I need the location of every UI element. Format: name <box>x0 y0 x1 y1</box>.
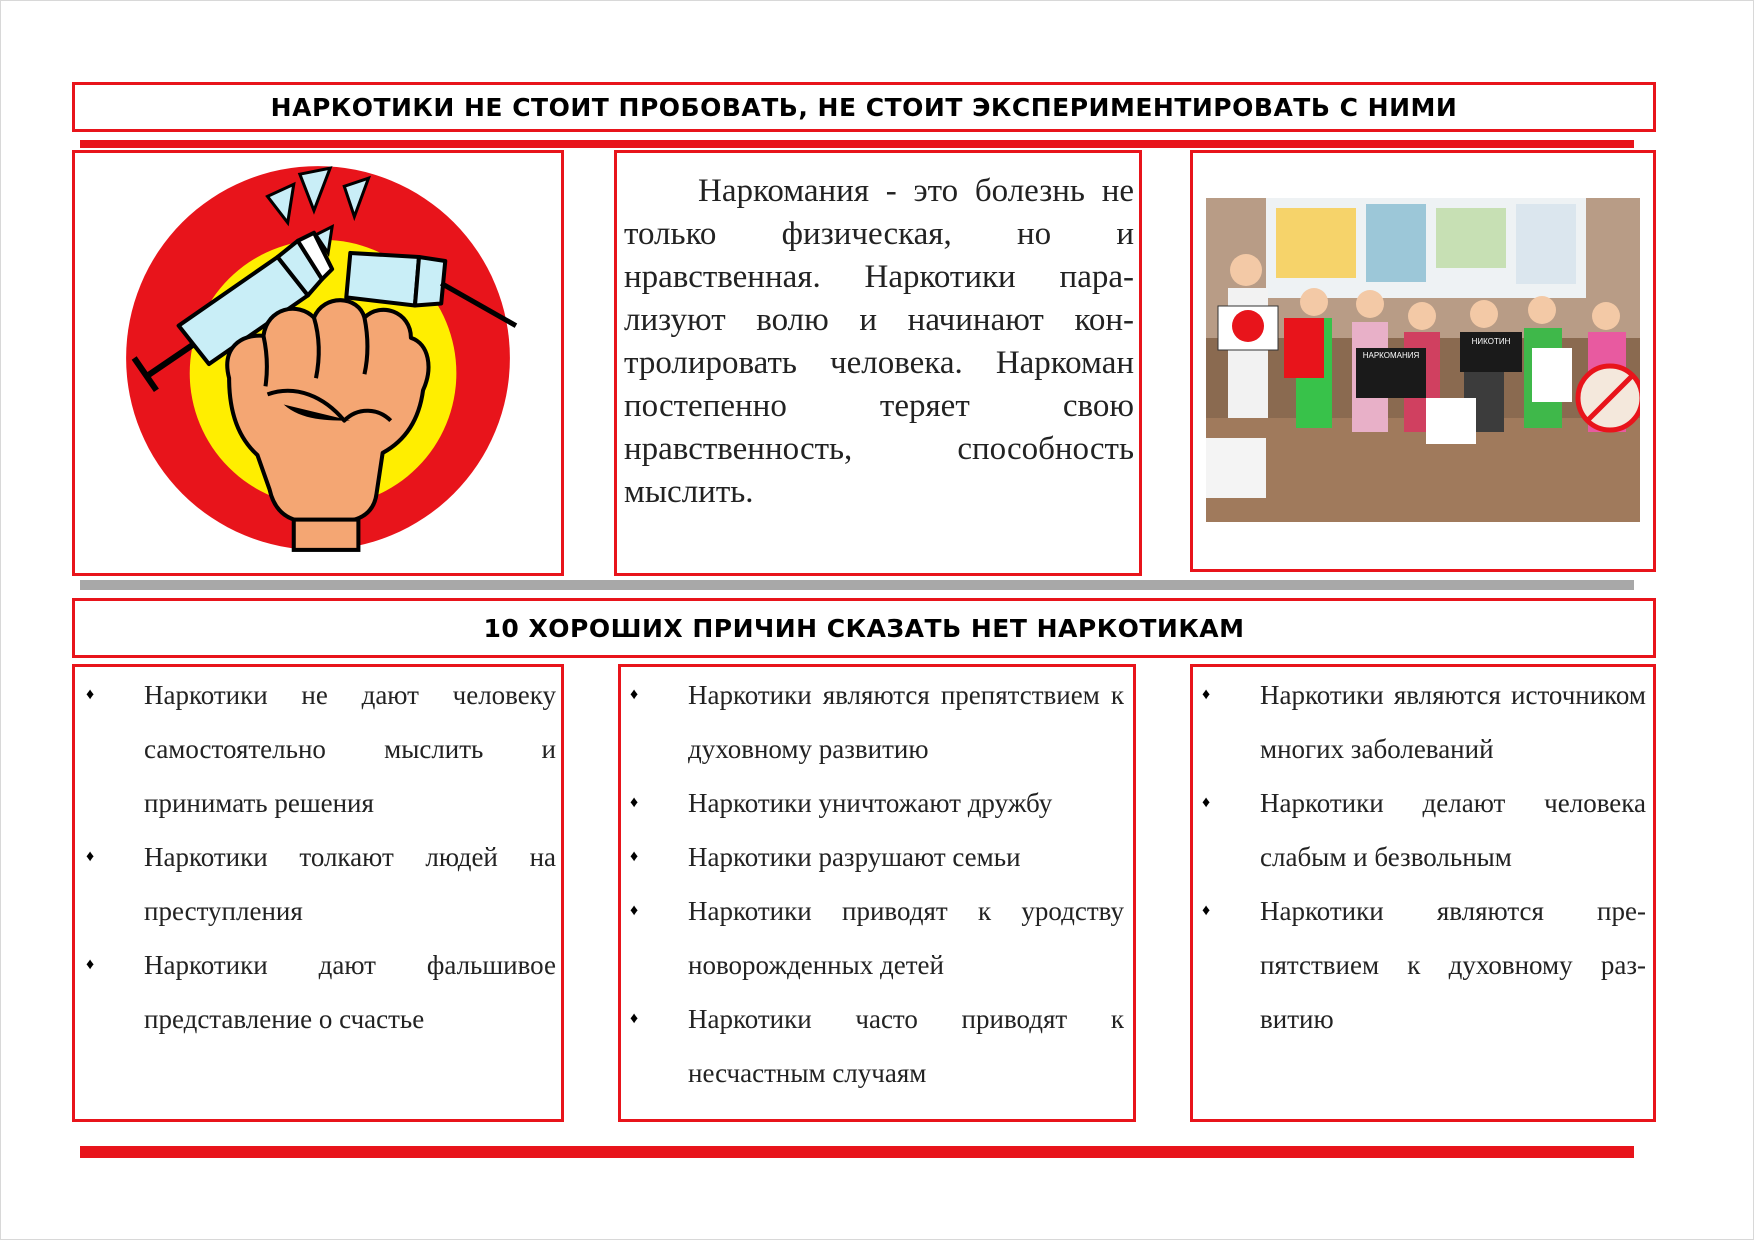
intro-paragraph-container <box>624 170 1134 514</box>
list-item: ♦ Наркотики являются источником многих заболеваний <box>1202 668 1646 776</box>
children-posters-photo <box>1206 198 1640 522</box>
no-drugs-fist-logo-icon <box>116 156 520 560</box>
bullet-icon: ♦ <box>86 848 95 865</box>
list-item: ♦ Наркотики толкают людей на преступления <box>86 830 556 938</box>
list-item: ♦ Наркотики являются препятствием к духовному развитию <box>1202 884 1646 1046</box>
bullet-icon: ♦ <box>1202 794 1211 811</box>
list-item: ♦ Наркотики разрушают семьи <box>630 830 1124 884</box>
poster-label-2: НИКОТИН <box>1471 337 1511 346</box>
bullet-icon: ♦ <box>1202 686 1211 703</box>
list-item: ♦ Наркотики дают фальшивое представление о счастье <box>86 938 556 1046</box>
bullet-icon: ♦ <box>86 956 95 973</box>
bottom-red-bar <box>80 1146 1634 1158</box>
list-item: ♦ Наркотики являются препятствием к духовному развитию <box>630 668 1124 776</box>
list-item: ♦ Наркотики делают человека слабым и безвольным <box>1202 776 1646 884</box>
bullet-icon: ♦ <box>630 1010 639 1027</box>
top-red-bar <box>80 140 1634 148</box>
list-item: ♦ Наркотики часто приводят к несчастным случаям <box>630 992 1124 1100</box>
bullet-icon: ♦ <box>630 686 639 703</box>
list-item: ♦ Наркотики уничтожают дружбу <box>630 776 1124 830</box>
top-header-box <box>72 82 1656 132</box>
poster-label-1: НАРКОМАНИЯ <box>1362 351 1420 360</box>
top-header-title: НАРКОТИКИ НЕ СТОИТ ПРОБОВАТЬ, НЕ СТОИТ ЭКСПЕРИМЕНТИРОВАТЬ С НИМИ <box>270 92 1458 122</box>
bullet-icon: ♦ <box>1202 902 1211 919</box>
reasons-right-list <box>1202 668 1646 1046</box>
bullet-icon: ♦ <box>630 794 639 811</box>
gray-divider-bar <box>80 580 1634 590</box>
intro-paragraph: Наркомания - это болезнь не только физическая, но и нравственная. Наркотики парализуют волю и начинают контролировать человека. Наркоман постепенно теряет свою нравственность, способность мыслить. <box>624 173 1134 510</box>
list-item: ♦ Наркотики приводят к уродству новорожденных детей <box>630 884 1124 992</box>
reasons-header-title: 10 ХОРОШИХ ПРИЧИН СКАЗАТЬ НЕТ НАРКОТИКАМ <box>483 613 1245 643</box>
bullet-icon: ♦ <box>86 686 95 703</box>
reasons-header-box <box>72 598 1656 658</box>
reasons-left-list <box>86 668 556 1046</box>
reasons-middle-list <box>630 668 1124 1100</box>
bullet-icon: ♦ <box>630 848 639 865</box>
list-item: ♦ Наркотики не дают человеку самостоятельно мыслить и принимать решения <box>86 668 556 830</box>
bullet-icon: ♦ <box>630 902 639 919</box>
